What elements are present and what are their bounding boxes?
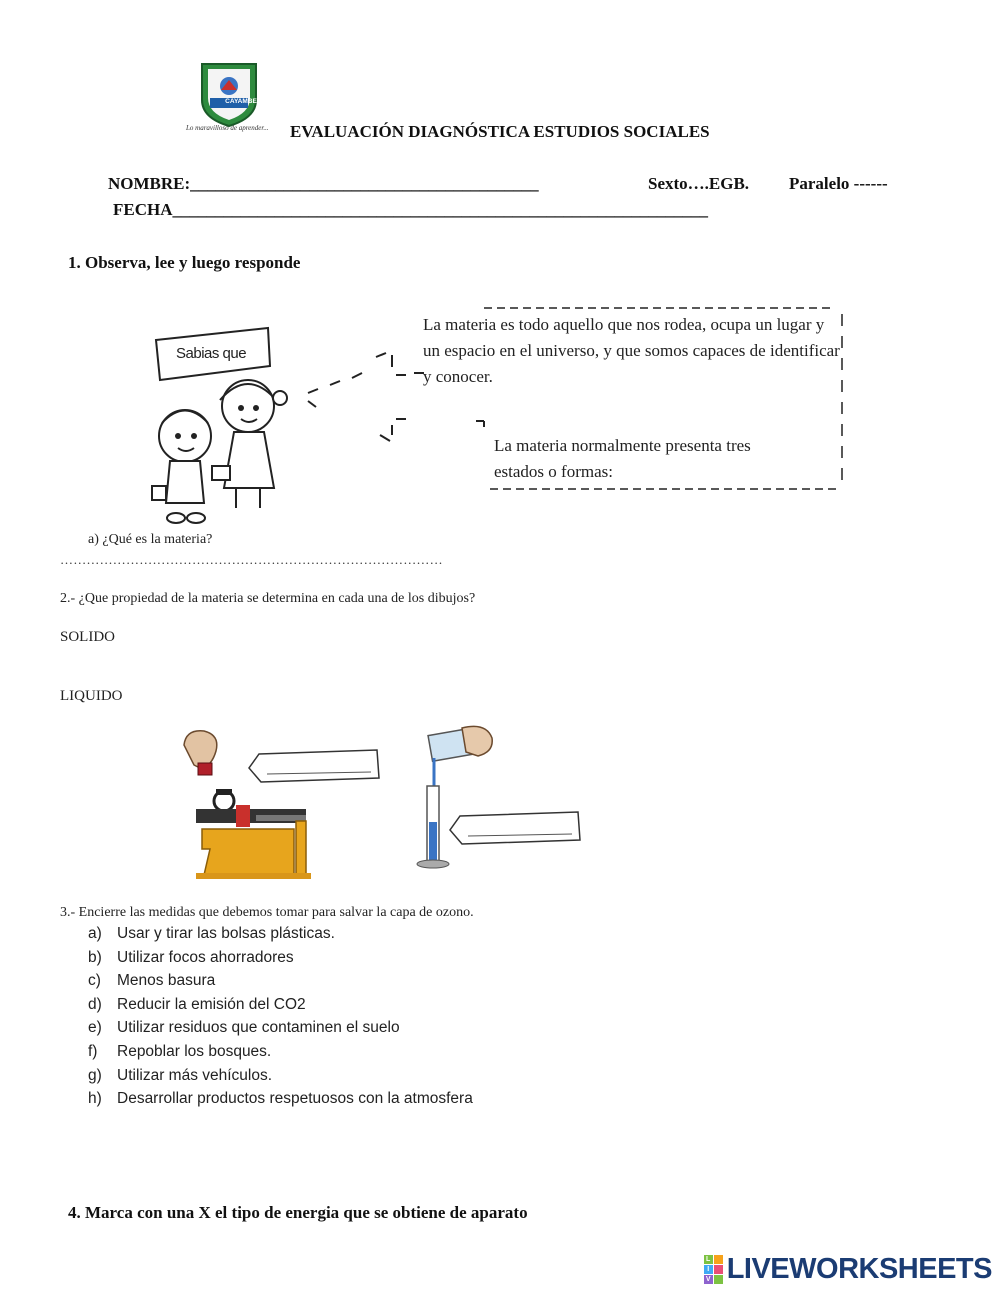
liquid-answer-box[interactable] [446,810,586,850]
item-text: Desarrollar productos respetuosos con la atmosfera [117,1090,473,1108]
list-item[interactable] [88,1087,473,1111]
kids-illustration [140,318,320,528]
answer-line-1a[interactable]: …………………………………………………………………………… [60,552,443,567]
item-letter: c) [88,972,101,990]
item-text: Usar y tirar las bolsas plásticas. [117,925,335,942]
list-item[interactable] [88,993,473,1017]
list-item[interactable] [88,1064,473,1088]
item-letter: d) [88,995,102,1013]
item-text: Reducir la emisión del CO2 [117,995,306,1013]
list-item[interactable] [88,969,473,993]
watermark-text: LIVEWORKSHEETS [726,1253,992,1285]
solid-answer-box[interactable] [245,748,385,788]
matter-definition [423,312,903,390]
list-item[interactable] [88,922,473,946]
ozone-measures-list [88,922,473,1111]
question-2-heading: 2.- ¿Que propiedad de la materia se determina en cada una de los dibujos? [60,591,476,606]
states-line: estados o formas: [494,462,613,481]
question-3-heading: 3.- Encierre las medidas que debemos tomar para salvar la capa de ozono. [60,905,474,920]
item-letter: f) [88,1042,98,1060]
list-item[interactable] [88,946,473,970]
list-item[interactable] [88,1016,473,1040]
item-text: Utilizar residuos que contaminen el suelo [117,1019,400,1037]
states-line: La materia normalmente presenta tres [494,436,751,455]
school-motto: Lo maravilloso de aprender... [186,124,269,132]
name-field[interactable]: NOMBRE:_________________________________________ [108,174,539,193]
list-item[interactable] [88,1040,473,1064]
item-letter: e) [88,1019,102,1037]
info-line: y conocer. [423,367,493,386]
grade-label: Sexto….EGB. [648,174,750,193]
liquid-label: LIQUIDO [60,688,123,704]
parallel-label: Paralelo ------ [789,174,888,193]
date-field[interactable]: FECHA_______________________________________________________________ [113,200,708,219]
liveworksheets-logo-icon: L I V [704,1255,723,1284]
item-letter: g) [88,1066,102,1084]
item-text: Utilizar focos ahorradores [117,948,294,966]
matter-states-text [494,433,834,485]
page-title: EVALUACIÓN DIAGNÓSTICA ESTUDIOS SOCIALES [290,122,710,141]
question-4-heading: 4. Marca con una X el tipo de energia que se obtiene de aparato [68,1203,528,1222]
liveworksheets-watermark[interactable] [704,1253,992,1286]
item-letter: b) [88,948,102,966]
item-text: Utilizar más vehículos. [117,1066,273,1084]
question-1a: a) ¿Qué es la materia? [88,532,213,547]
sign-text: Sabias que [176,345,247,362]
question-1-heading: 1. Observa, lee y luego responde [68,253,301,272]
item-letter: a) [88,925,102,942]
item-letter: h) [88,1090,102,1108]
seal-text: CAYAMBE [225,98,257,105]
info-line: La materia es todo aquello que nos rodea, ocupa un lugar y [423,315,825,334]
solid-label: SOLIDO [60,629,115,645]
item-text: Repoblar los bosques. [117,1042,272,1060]
item-text: Menos basura [117,972,216,990]
school-logo [186,60,276,140]
info-line: un espacio en el universo, y que somos capaces de identificar [423,341,840,360]
